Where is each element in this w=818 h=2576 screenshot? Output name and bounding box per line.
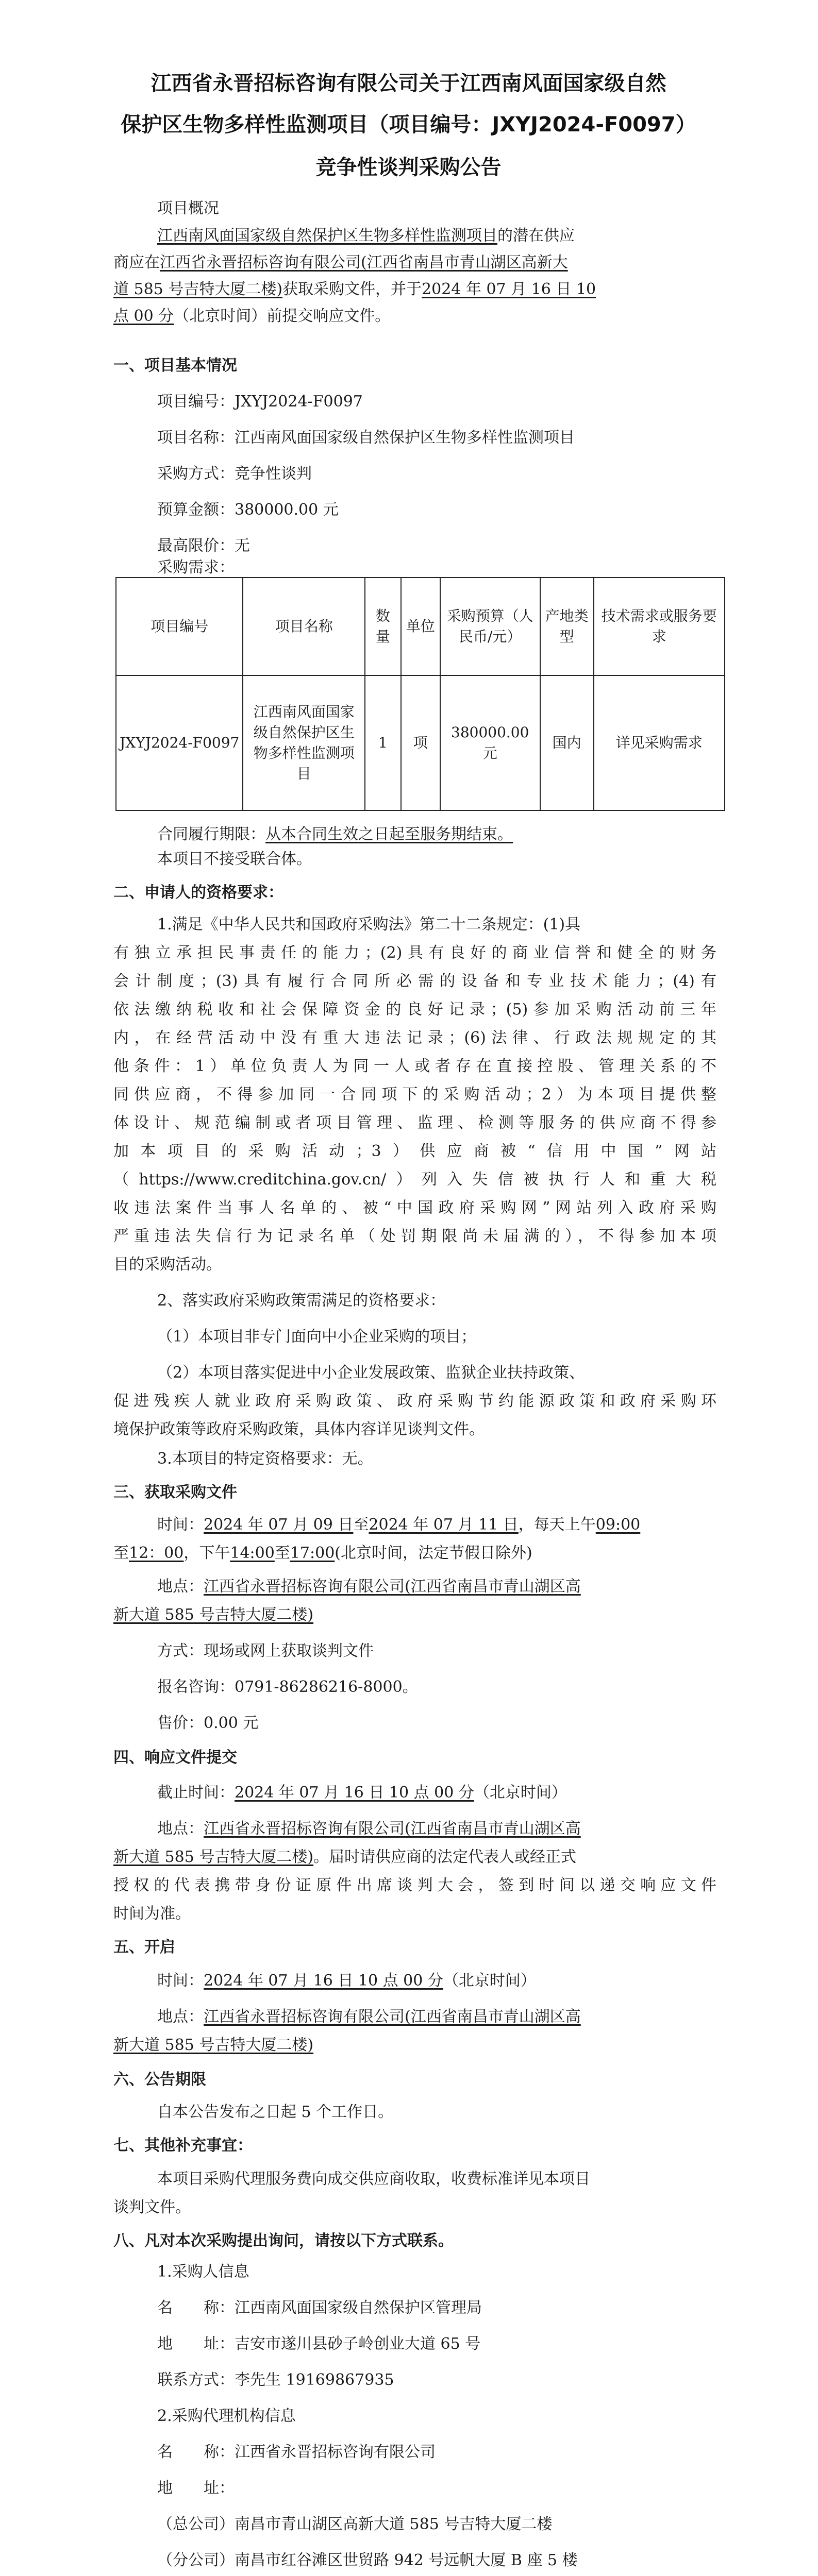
table-cell: 江西南风面国家级自然保护区生物多样性监测项目 [243,675,364,810]
obtain-place-label: 地点： [157,1578,204,1596]
requirements-table [115,577,725,811]
qualification-text: 会计制度；(3)具有履行合同所必需的设备和专业技术能力；(4)有 [113,972,716,990]
submit-deadline-value: 2024 年 07 月 16 日 10 点 00 分 [235,1784,474,1802]
qualification-text: 1.满足《中华人民共和国政府采购法》第二十二条规定：(1)具 [157,916,581,934]
obtain-price: 售价：0.00 元 [157,1714,259,1732]
qualification-text: 内，在经营活动中没有重大违法记录；(6)法律、行政法规规定的其 [113,1029,716,1047]
submit-place-label: 地点： [157,1820,204,1838]
supplement-text: 本项目采购代理服务费向成交供应商收取，收费标准详见本项目 [157,2170,590,2188]
buyer-name: 名 称：江西南风面国家级自然保护区管理局 [157,2299,482,2317]
specific-requirements: 3.本项目的特定资格要求：无。 [157,1450,373,1468]
budget-amount: 预算金额：380000.00 元 [157,501,339,519]
obtain-end-date: 2024 年 07 月 11 日 [369,1516,519,1534]
obtain-time-text: ，每天上午 [518,1516,596,1534]
qualification-text: 体设计、规范编制或者项目管理、监理、检测等服务的供应商不得参 [113,1114,716,1132]
policy-text: （1）本项目非专门面向中小企业采购的项目； [157,1328,477,1346]
notice-period: 自本公告发布之日起 5 个工作日。 [157,2103,394,2121]
qualification-text: （https://www.creditchina.gov.cn/）列入失信被执行人和重大税 [113,1171,716,1189]
overview-text: 的潜在供应 [497,227,575,245]
opening-place-value: 新大道 585 号吉特大厦二楼) [113,2036,314,2054]
obtain-morning-end: 12：00 [129,1544,184,1562]
submit-place-value: 江西省永晋招标咨询有限公司(江西省南昌市青山湖区高 [204,1820,581,1838]
obtain-place [157,1577,716,1597]
buyer-contact: 联系方式：李先生 19169867935 [157,2371,394,2389]
title-line-3: 竞争性谈判采购公告 [315,156,502,179]
table-header-cell: 数量 [365,578,401,675]
procurement-method: 采购方式：竞争性谈判 [157,465,312,483]
overview-project-name: 江西南风面国家级自然保护区生物多样性监测项目 [157,227,497,245]
qualification-text: 收违法案件当事人名单的、被“中国政府采购网”网站列入政府采购 [113,1199,716,1217]
overview-heading: 项目概况 [157,199,219,217]
qualification-text: 依法缴纳税收和社会保障资金的良好记录；(5)参加采购活动前三年 [113,1001,716,1019]
section-2-heading: 二、申请人的资格要求： [113,884,283,902]
obtain-place-value: 江西省永晋招标咨询有限公司(江西省南昌市青山湖区高 [204,1578,581,1596]
opening-place-cont [113,2035,716,2056]
overview-line-4 [113,306,716,327]
obtain-time-text: 至 [274,1544,290,1562]
requirements-label: 采购需求： [157,558,235,577]
qualification-text: 有独立承担民事责任的能力；(2)具有良好的商业信誉和健全的财务 [113,944,716,962]
obtain-time-text: 至 [113,1544,129,1562]
overview-line-1 [157,226,716,246]
contract-period-label: 合同履行期限： [157,825,265,843]
overview-line-2 [113,252,716,273]
obtain-time [157,1515,716,1535]
overview-agency: 江西省永晋招标咨询有限公司(江西省南昌市青山湖区高新大 [160,253,568,272]
table-header-cell: 项目编号 [116,578,243,675]
buyer-heading: 1.采购人信息 [157,2263,249,2281]
section-3-heading: 三、获取采购文件 [113,1483,237,1501]
qualification-text: 他条件：1）单位负责人为同一人或者存在直接控股、管理关系的不 [113,1057,716,1075]
table-cell: JXYJ2024-F0097 [116,675,243,810]
opening-place-value: 江西省永晋招标咨询有限公司(江西省南昌市青山湖区高 [204,2008,581,2026]
submit-note: 。届时请供应商的法定代表人或经正式 [313,1848,577,1866]
agent-address-branch: （分公司）南昌市红谷滩区世贸路 942 号远帆大厦 B 座 5 楼 [157,2551,578,2569]
obtain-time-text: (北京时间，法定节假日除外) [335,1544,532,1562]
obtain-time-text: 至 [353,1516,369,1534]
policy-text: 促进残疾人就业政府采购政策、政府采购节约能源政策和政府采购环 [113,1392,716,1410]
submit-place-value: 新大道 585 号吉特大厦二楼) [113,1848,314,1866]
obtain-time-label: 时间： [157,1516,204,1534]
max-price: 最高限价：无 [157,537,250,555]
qualification-text: 严重违法失信行为记录名单（处罚期限尚未届满的），不得参加本项 [113,1227,716,1245]
project-code: 项目编号：JXYJ2024-F0097 [157,393,363,411]
obtain-place-value: 新大道 585 号吉特大厦二楼) [113,1606,314,1624]
agent-address-hq: （总公司）南昌市青山湖区高新大道 585 号吉特大厦二楼 [157,2515,553,2533]
obtain-phone: 报名咨询：0791-86286216-8000。 [157,1678,418,1696]
overview-text: 商应在 [113,253,160,272]
overview-text: （北京时间）前提交响应文件。 [174,307,391,325]
obtain-morning-start: 09:00 [595,1516,641,1534]
submit-note: 授权的代表携带身份证原件出席谈判大会，签到时间以递交响应文件 [113,1876,716,1894]
section-7-heading: 七、其他补充事宜： [113,2137,253,2155]
obtain-time-text: ，下午 [183,1544,230,1562]
contract-period [157,824,716,845]
section-1-heading: 一、项目基本情况 [113,357,237,375]
table-cell: 详见采购需求 [594,675,725,810]
section-6-heading: 六、公告期限 [113,2071,206,2089]
table-header-cell: 项目名称 [243,578,364,675]
obtain-way: 方式：现场或网上获取谈判文件 [157,1642,374,1660]
table-header-cell: 采购预算（人民币/元） [440,578,540,675]
submit-deadline-label: 截止时间： [157,1784,235,1802]
submit-place [157,1819,716,1839]
policy-heading: 2、落实政府采购政策需满足的资格要求： [157,1292,446,1310]
overview-deadline: 2024 年 07 月 16 日 10 [422,280,596,298]
agent-address-label: 地 址： [157,2479,235,2497]
table-cell: 国内 [540,675,594,810]
obtain-time-cont [113,1543,716,1564]
obtain-afternoon-end: 17:00 [290,1544,335,1562]
table-header-cell: 技术需求或服务要求 [594,578,725,675]
overview-text: 获取采购文件，并于 [282,280,422,298]
submit-deadline [157,1783,716,1803]
obtain-start-date: 2024 年 07 月 09 日 [204,1516,354,1534]
section-8-heading: 八、凡对本次采购提出询问，请按以下方式联系。 [113,2232,454,2250]
table-row [116,675,725,810]
qualification-text: 加本项目的采购活动；3）供应商被“信用中国”网站 [113,1142,716,1160]
opening-time-label: 时间： [157,1972,204,1990]
overview-deadline-end: 点 00 分 [113,307,174,325]
opening-place [157,2007,716,2027]
policy-text: （2）本项目落实促进中小企业发展政策、监狱企业扶持政策、 [157,1364,585,1382]
table-cell: 项 [401,675,440,810]
agent-heading: 2.采购代理机构信息 [157,2407,296,2425]
submit-note: 时间为准。 [113,1905,191,1923]
opening-time [157,1971,716,1991]
buyer-address: 地 址：吉安市遂川县砂子岭创业大道 65 号 [157,2335,481,2353]
opening-time-tz: （北京时间） [443,1972,536,1990]
policy-text: 境保护政策等政府采购政策，具体内容详见谈判文件。 [113,1420,485,1438]
section-5-heading: 五、开启 [113,1938,175,1956]
submit-deadline-tz: （北京时间） [474,1784,567,1802]
consortium-note: 本项目不接受联合体。 [157,850,312,868]
agent-name: 名 称：江西省永晋招标咨询有限公司 [157,2443,436,2461]
title-line-1: 江西省永晋招标咨询有限公司关于江西南风面国家级自然 [151,72,666,95]
section-4-heading: 四、响应文件提交 [113,1749,237,1767]
table-cell: 380000.00 元 [440,675,540,810]
qualification-text: 同供应商，不得参加同一合同项下的采购活动；2）为本项目提供整 [113,1086,716,1104]
obtain-afternoon-start: 14:00 [230,1544,275,1562]
supplement-text: 谈判文件。 [113,2198,191,2216]
obtain-place-cont [113,1605,716,1625]
overview-line-3 [113,279,716,300]
project-name: 项目名称：江西南风面国家级自然保护区生物多样性监测项目 [157,429,575,447]
overview-address: 道 585 号吉特大厦二楼) [113,280,283,298]
contract-period-value: 从本合同生效之日起至服务期结束。 [265,825,513,843]
table-header-row [116,578,725,675]
qualification-text: 目的采购活动。 [113,1256,222,1274]
table-header-cell: 产地类型 [540,578,594,675]
submit-place-cont [113,1847,716,1868]
table-header-cell: 单位 [401,578,440,675]
opening-time-value: 2024 年 07 月 16 日 10 点 00 分 [204,1972,443,1990]
title-line-2: 保护区生物多样性监测项目（项目编号：JXYJ2024-F0097） [121,113,696,137]
opening-place-label: 地点： [157,2008,204,2026]
table-cell: 1 [365,675,401,810]
